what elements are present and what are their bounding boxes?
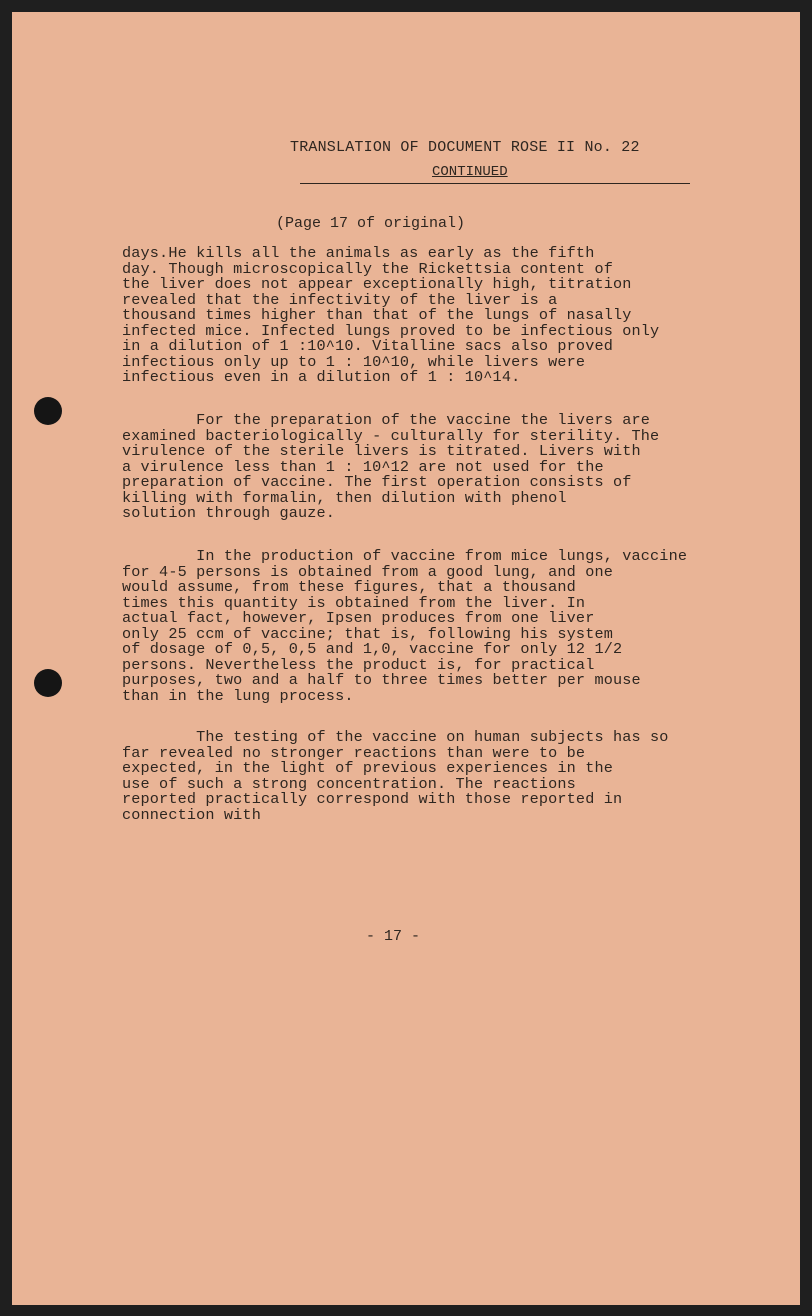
page-reference: (Page 17 of original) <box>276 215 466 232</box>
header-subtitle: CONTINUED <box>432 164 508 180</box>
page-number: - 17 - <box>366 928 421 945</box>
document-page <box>12 12 800 1305</box>
document-header <box>290 139 640 156</box>
header-underline <box>300 165 690 184</box>
paragraph-3: In the production of vaccine from mice lungs, vaccine for 4-5 persons is obtained from a good lung, and one would assume, from these figures, that a thousand times this quantity is obtained from the liver. In actual fact, however, Ipsen produces from one liver only 25 ccm of vaccine; that is, following his system of dosage of 0,5, 0,5 and 1,0, vaccine for only 12 1/2 persons. Nevertheless the product is, for practical purposes, two and a half to three times better per mouse than in the lung process. <box>122 547 688 705</box>
punch-hole-bottom <box>34 669 62 697</box>
paragraph-2: For the preparation of the vaccine the livers are examined bacteriologically - culturally for sterility. The virulence of the sterile livers is titrated. Livers with a virulence less than 1 : 10^12 are not used for the preparation of vaccine. The first operation consists of killing with formalin, then dilution with phenol solution through gauze. <box>122 411 660 522</box>
paragraph-4: The testing of the vaccine on human subjects has so far revealed no stronger reactions than were to be expected, in the light of previous experiences in the use of such a strong concentration. The reactions reported practically correspond with those reported in connection with <box>122 728 669 824</box>
document-number: 22 <box>621 139 640 156</box>
header-title: TRANSLATION OF DOCUMENT ROSE II No. <box>290 139 613 156</box>
paragraph-1: days.He kills all the animals as early as the fifth day. Though microscopically the Rickettsia content of the liver does not appear exceptionally high, titration revealed that the infectivity of the liver is a thousand times higher than that of the lungs of nasally infected mice. Infected lungs proved to be infectious only in a dilution of 1 :10^10. Vitalline sacs also proved infectious only up to 1 : 10^10, while livers were infectious even in a dilution of 1 : 10^14. <box>122 244 660 386</box>
punch-hole-top <box>34 397 62 425</box>
